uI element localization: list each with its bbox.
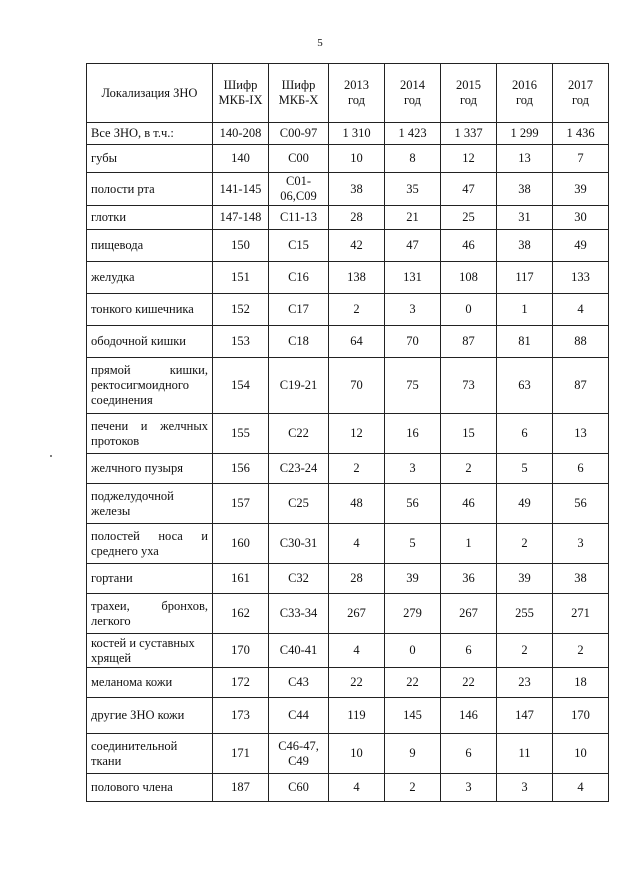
table-row [87,326,609,358]
cell-value: 10 [329,734,385,774]
cell-icd10: С15 [269,230,329,262]
header-year-2015 [441,64,497,123]
table-row [87,484,609,524]
header-year: 2013 [344,78,369,92]
cancer-incidence-table [86,63,609,802]
cell-icd10: С17 [269,294,329,326]
cell-value: 70 [329,358,385,414]
cell-localization: меланома кожи [87,668,213,698]
cell-value: 4 [329,774,385,802]
cell-value: 87 [553,358,609,414]
cell-value: 1 [441,524,497,564]
cell-icd9: 187 [213,774,269,802]
cell-value: 39 [497,564,553,594]
cell-localization: костей и суставных хрящей [87,634,213,668]
header-year: 2016 [512,78,537,92]
cell-value: 22 [329,668,385,698]
header-year: 2017 [568,78,593,92]
cell-icd10: С00-97 [269,123,329,145]
cell-icd10: С60 [269,774,329,802]
cell-value: 42 [329,230,385,262]
cell-localization: пищевода [87,230,213,262]
cell-icd10: С00 [269,145,329,173]
cell-value: 13 [497,145,553,173]
table-header [87,64,609,123]
cell-value: 48 [329,484,385,524]
cell-value: 23 [497,668,553,698]
header-year-word: год [459,93,478,107]
header-year-2016 [497,64,553,123]
cell-icd9: 140 [213,145,269,173]
header-icd9-line2: МКБ-IX [218,93,263,107]
header-year-word: год [403,93,422,107]
table-row [87,594,609,634]
cell-value: 15 [441,414,497,454]
cell-value: 1 299 [497,123,553,145]
table-row [87,668,609,698]
cell-value: 47 [441,173,497,206]
cell-value: 146 [441,698,497,734]
cell-value: 133 [553,262,609,294]
cell-value: 88 [553,326,609,358]
cell-value: 39 [553,173,609,206]
cell-value: 6 [497,414,553,454]
page-number: 5 [317,37,323,49]
cell-icd9: 140-208 [213,123,269,145]
cell-icd10: С11-13 [269,206,329,230]
cell-value: 3 [553,524,609,564]
cell-localization: гортани [87,564,213,594]
cell-value: 75 [385,358,441,414]
table-row [87,206,609,230]
cell-icd10: С23-24 [269,454,329,484]
cell-value: 38 [329,173,385,206]
header-year-2014 [385,64,441,123]
cell-icd9: 157 [213,484,269,524]
cell-value: 6 [441,634,497,668]
cell-localization: другие ЗНО кожи [87,698,213,734]
cell-value: 2 [497,634,553,668]
cell-icd9: 173 [213,698,269,734]
table-row [87,230,609,262]
header-icd9 [213,64,269,123]
cell-icd10: С19-21 [269,358,329,414]
cell-value: 13 [553,414,609,454]
table-row [87,173,609,206]
cell-icd10: С16 [269,262,329,294]
table-row [87,774,609,802]
cell-value: 4 [553,774,609,802]
header-icd10-line1: Шифр [281,78,316,92]
header-year-word: год [515,93,534,107]
cell-value: 87 [441,326,497,358]
cell-value: 38 [497,173,553,206]
cell-value: 35 [385,173,441,206]
cell-icd9: 141-145 [213,173,269,206]
cell-value: 28 [329,206,385,230]
table-row [87,698,609,734]
cell-icd9: 155 [213,414,269,454]
cell-value: 7 [553,145,609,173]
table-row [87,524,609,564]
cell-icd10: С30-31 [269,524,329,564]
cell-icd10: С18 [269,326,329,358]
cell-value: 267 [441,594,497,634]
cell-value: 49 [497,484,553,524]
cell-value: 56 [553,484,609,524]
cell-value: 25 [441,206,497,230]
cell-value: 6 [441,734,497,774]
cell-icd9: 162 [213,594,269,634]
cell-value: 1 337 [441,123,497,145]
cell-value: 38 [497,230,553,262]
cell-value: 2 [441,454,497,484]
cell-localization: поджелудочной железы [87,484,213,524]
cell-icd9: 154 [213,358,269,414]
header-year-2013 [329,64,385,123]
cell-value: 28 [329,564,385,594]
table-row [87,564,609,594]
cell-icd10: С32 [269,564,329,594]
cell-localization: желчного пузыря [87,454,213,484]
cell-value: 22 [385,668,441,698]
cell-value: 2 [329,454,385,484]
cell-value: 267 [329,594,385,634]
cell-value: 10 [329,145,385,173]
cell-localization: губы [87,145,213,173]
table-row [87,262,609,294]
header-icd10 [269,64,329,123]
cell-localization: полости рта [87,173,213,206]
cell-value: 5 [497,454,553,484]
table-row [87,634,609,668]
cell-value: 4 [329,634,385,668]
cell-localization: тонкого кишечника [87,294,213,326]
cell-localization: глотки [87,206,213,230]
cell-value: 46 [441,484,497,524]
cell-localization: полового члена [87,774,213,802]
cell-value: 271 [553,594,609,634]
table-body [87,123,609,802]
cell-value: 31 [497,206,553,230]
cell-value: 279 [385,594,441,634]
cell-value: 138 [329,262,385,294]
header-year: 2015 [456,78,481,92]
cell-value: 64 [329,326,385,358]
cell-value: 5 [385,524,441,564]
cell-icd9: 161 [213,564,269,594]
cell-value: 47 [385,230,441,262]
cell-value: 22 [441,668,497,698]
cell-localization: полостей носа и среднего уха [87,524,213,564]
cell-localization: трахеи, бронхов, легкого [87,594,213,634]
cell-value: 3 [385,454,441,484]
cell-value: 81 [497,326,553,358]
cell-value: 170 [553,698,609,734]
cell-icd9: 150 [213,230,269,262]
cell-value: 1 436 [553,123,609,145]
cell-icd10: С40-41 [269,634,329,668]
cell-value: 1 423 [385,123,441,145]
cell-localization: печени и желчных протоков [87,414,213,454]
cell-value: 39 [385,564,441,594]
table-row [87,358,609,414]
cell-icd9: 156 [213,454,269,484]
cell-icd9: 160 [213,524,269,564]
cell-localization: ободочной кишки [87,326,213,358]
cell-icd9: 172 [213,668,269,698]
cell-value: 9 [385,734,441,774]
header-icd10-line2: МКБ-X [278,93,319,107]
cell-value: 4 [329,524,385,564]
header-localization: Локализация ЗНО [87,64,213,123]
cell-value: 3 [497,774,553,802]
cell-icd9: 170 [213,634,269,668]
cell-value: 145 [385,698,441,734]
cell-value: 63 [497,358,553,414]
cell-value: 36 [441,564,497,594]
cell-value: 16 [385,414,441,454]
cell-value: 1 [497,294,553,326]
table-row [87,145,609,173]
cell-value: 8 [385,145,441,173]
cell-localization: желудка [87,262,213,294]
cell-value: 12 [441,145,497,173]
cell-value: 21 [385,206,441,230]
header-year-word: год [571,93,590,107]
cell-value: 4 [553,294,609,326]
cell-icd9: 151 [213,262,269,294]
cell-icd9: 147-148 [213,206,269,230]
cell-icd10: С44 [269,698,329,734]
cell-localization: Все ЗНО, в т.ч.: [87,123,213,145]
header-icd9-line1: Шифр [223,78,258,92]
cell-value: 70 [385,326,441,358]
cell-value: 117 [497,262,553,294]
cell-value: 0 [441,294,497,326]
header-row [87,64,609,123]
cell-value: 0 [385,634,441,668]
cell-icd9: 171 [213,734,269,774]
cell-icd10: С22 [269,414,329,454]
cell-value: 131 [385,262,441,294]
cell-value: 30 [553,206,609,230]
cell-value: 6 [553,454,609,484]
cell-icd10: С25 [269,484,329,524]
header-year: 2014 [400,78,425,92]
cell-value: 38 [553,564,609,594]
cell-localization: соединительной ткани [87,734,213,774]
cell-value: 255 [497,594,553,634]
cell-value: 3 [385,294,441,326]
cell-value: 2 [385,774,441,802]
cell-value: 2 [329,294,385,326]
cell-value: 49 [553,230,609,262]
cell-icd10: С01-06,С09 [269,173,329,206]
cell-value: 1 310 [329,123,385,145]
table-row [87,454,609,484]
cell-icd10: С46-47, С49 [269,734,329,774]
table-row [87,734,609,774]
cell-icd9: 152 [213,294,269,326]
table-row [87,414,609,454]
scan-speck [50,455,52,457]
cell-value: 56 [385,484,441,524]
cell-icd10: С33-34 [269,594,329,634]
cell-value: 108 [441,262,497,294]
cell-value: 73 [441,358,497,414]
cell-value: 119 [329,698,385,734]
cell-value: 18 [553,668,609,698]
cell-value: 147 [497,698,553,734]
cell-value: 10 [553,734,609,774]
cell-value: 2 [553,634,609,668]
table-row [87,294,609,326]
header-year-word: год [347,93,366,107]
cell-value: 46 [441,230,497,262]
header-year-2017 [553,64,609,123]
cell-localization: прямой кишки, ректосигмоидного соединения [87,358,213,414]
cell-value: 12 [329,414,385,454]
cell-icd10: С43 [269,668,329,698]
table-row [87,123,609,145]
cell-value: 11 [497,734,553,774]
cell-value: 2 [497,524,553,564]
cell-value: 3 [441,774,497,802]
cell-icd9: 153 [213,326,269,358]
